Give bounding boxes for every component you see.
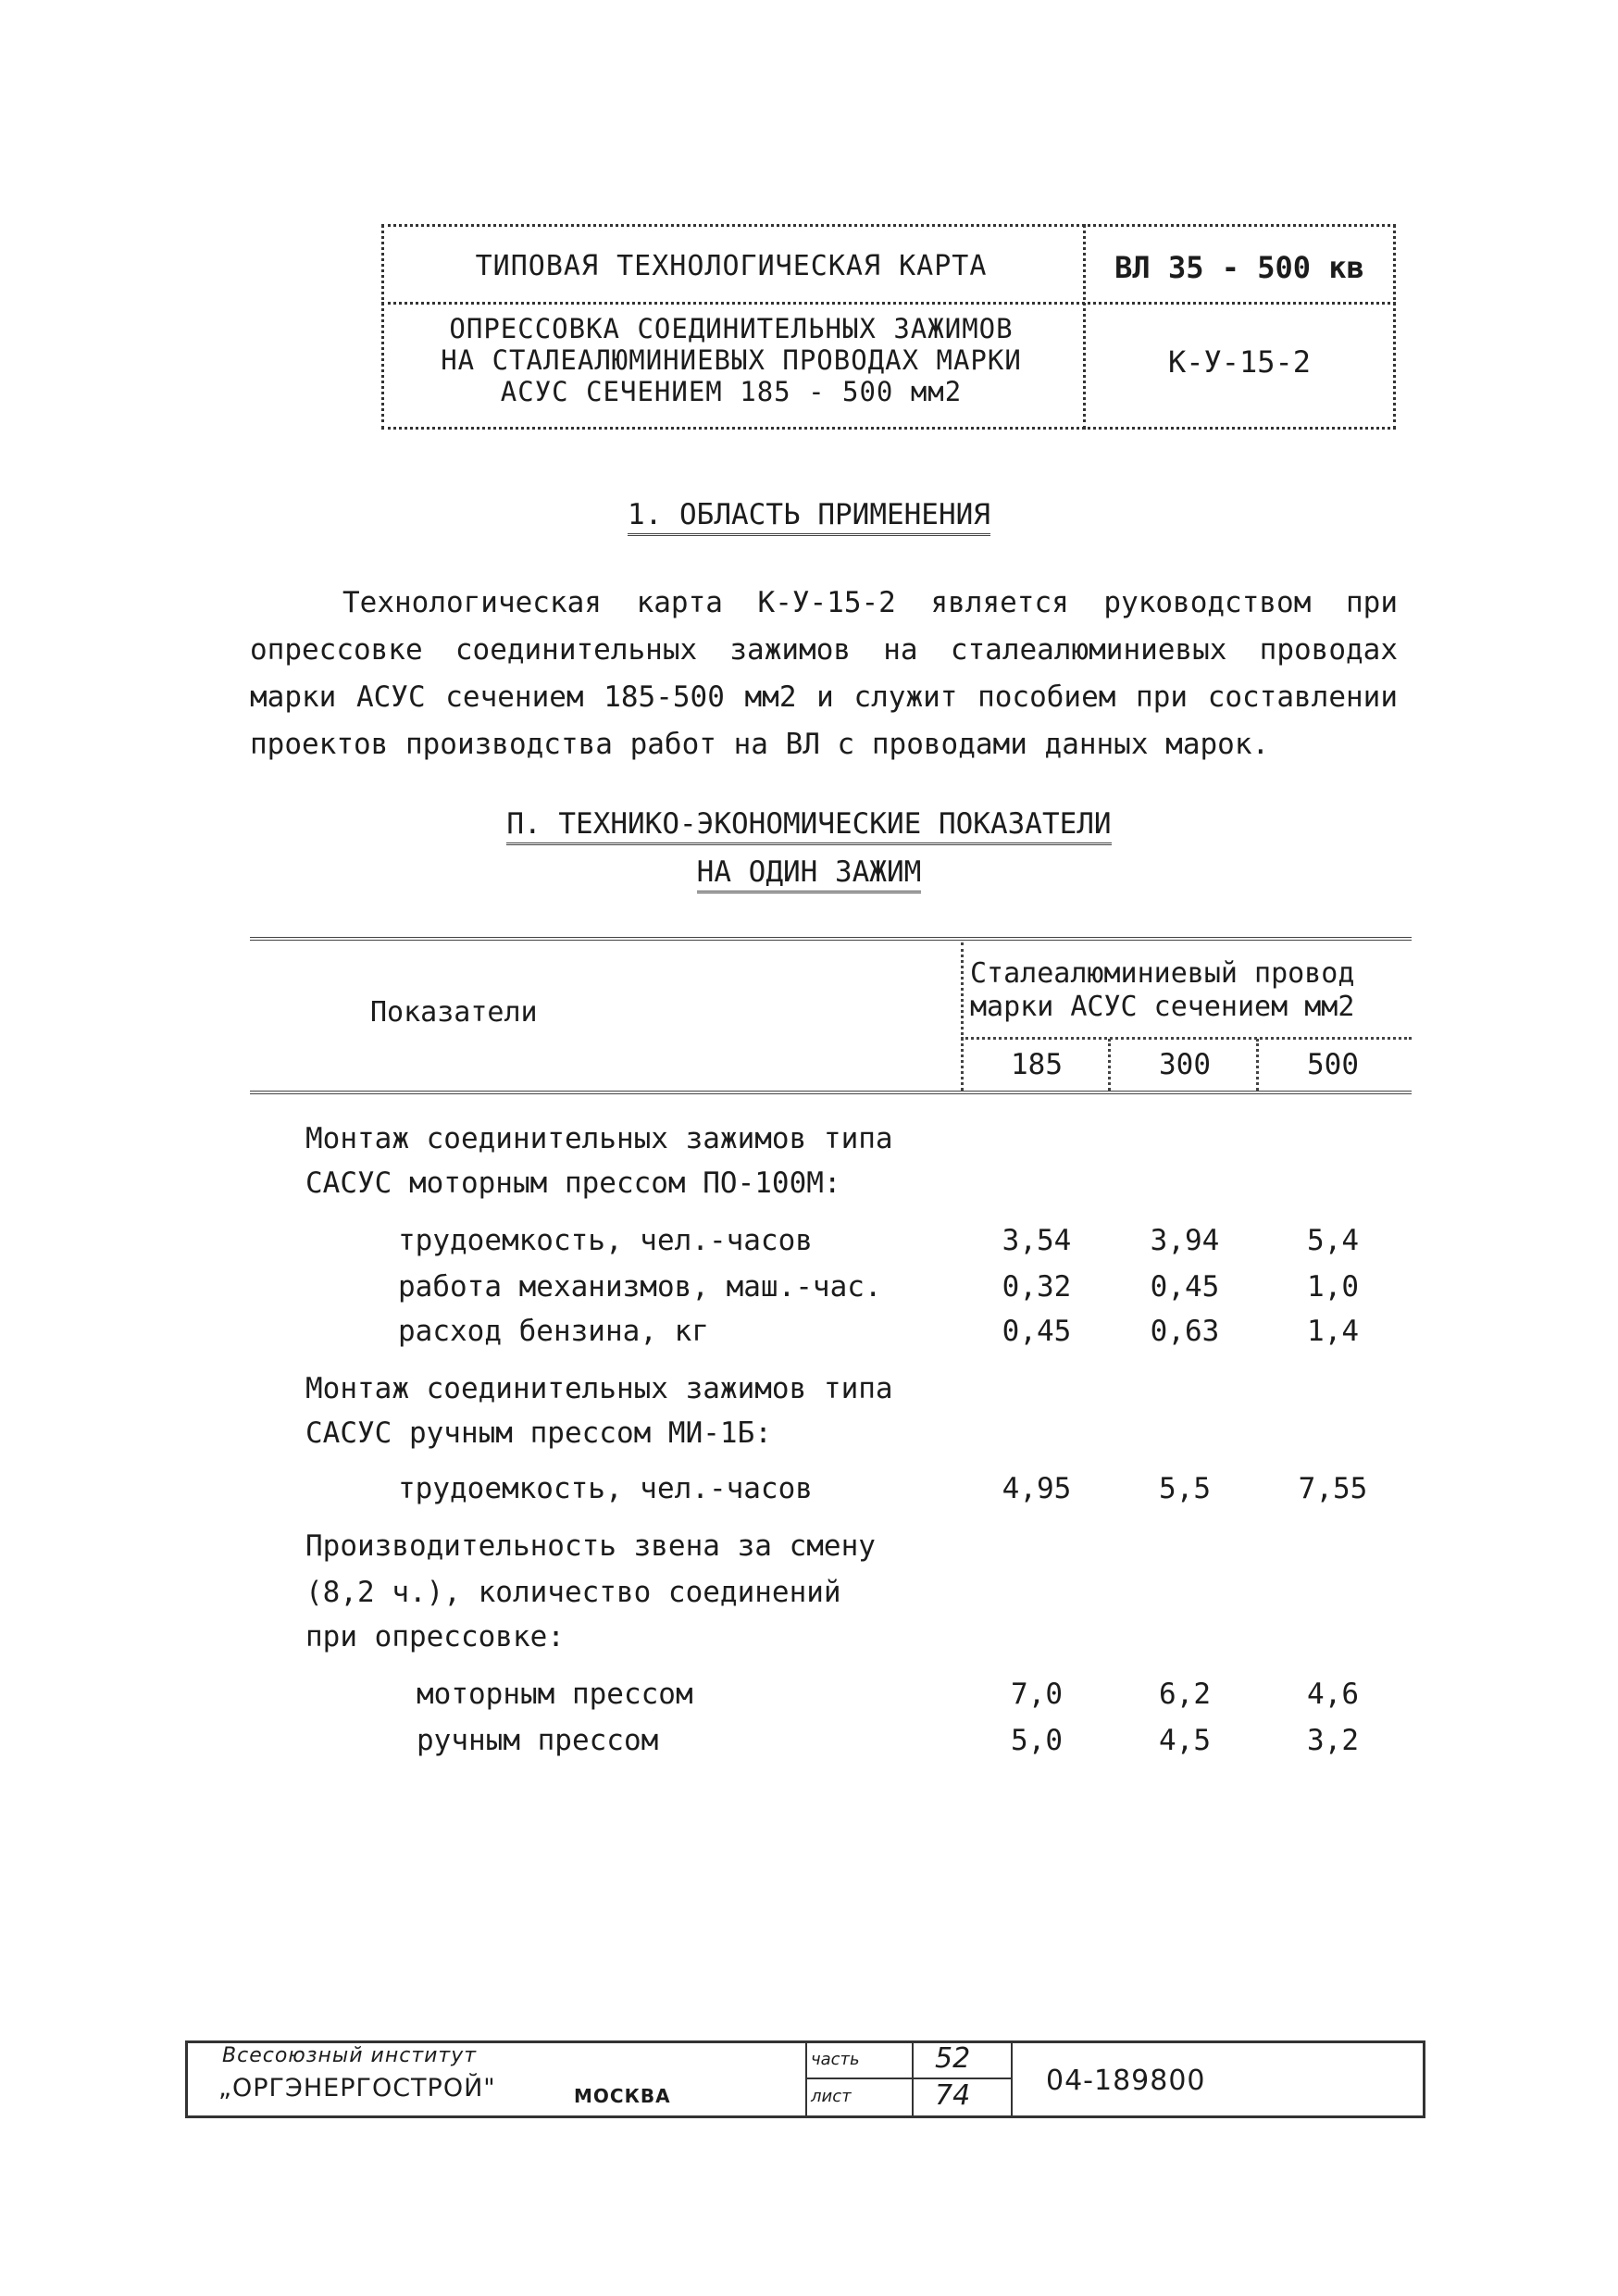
table-row-label: моторным прессом — [417, 1678, 693, 1711]
column-header-indicators: Показатели — [370, 996, 538, 1029]
section-1-paragraph — [250, 580, 1398, 768]
table-cell-value: 3,2 — [1307, 1724, 1359, 1757]
table-divider-col-2 — [1256, 1039, 1259, 1091]
table-cell-value: 0,45 — [1002, 1315, 1072, 1348]
footer-divider-1 — [805, 2040, 807, 2118]
footer-divider-3 — [1011, 2040, 1013, 2118]
footer-part-number: 52 — [935, 2042, 971, 2075]
section-1-text: Технологическая карта К-У-15-2 является руководством при опрессовке соединительных зажимов на сталеалюминиевых проводах марки АСУС сечением 185-500 мм2 и служит пособием при составлении проектов производства работ на ВЛ с проводами данных марок. — [250, 586, 1398, 761]
table-cell-value: 0,45 — [1150, 1270, 1220, 1304]
footer-document-number: 04-189800 — [1046, 2065, 1206, 2097]
table-cell-value: 1,0 — [1307, 1270, 1359, 1304]
table-row-label: Монтаж соединительных зажимов типа — [305, 1372, 893, 1405]
footer-org-line-1: Всесоюзный институт — [222, 2044, 478, 2067]
section-1-heading: 1. ОБЛАСТЬ ПРИМЕНЕНИЯ — [0, 498, 1618, 531]
table-cell-value: 0,32 — [1002, 1270, 1072, 1304]
table-row-label: трудоемкость, чел.-часов — [398, 1472, 813, 1505]
footer-divider-2 — [912, 2040, 914, 2118]
footer-city: МОСКВА — [574, 2085, 671, 2107]
table-row-label: Производительность звена за смену — [305, 1529, 876, 1563]
section-2-subheading: НА ОДИН ЗАЖИМ — [0, 855, 1618, 889]
table-cell-value: 5,0 — [1011, 1724, 1063, 1757]
table-row-label: ручным прессом — [417, 1724, 659, 1757]
table-cell-value: 5,5 — [1159, 1472, 1211, 1505]
footer-org-name: „ОРГЭНЕРГОСТРОЙ" — [218, 2074, 496, 2103]
table-cell-value: 3,94 — [1150, 1224, 1220, 1257]
table-top-rule — [250, 937, 1412, 941]
section-2-heading: П. ТЕХНИКО-ЭКОНОМИЧЕСКИЕ ПОКАЗАТЕЛИ — [0, 807, 1618, 841]
table-row-label: (8,2 ч.), количество соединений — [305, 1576, 841, 1609]
document-type-title: ТИПОВАЯ ТЕХНОЛОГИЧЕСКАЯ КАРТА — [475, 250, 988, 282]
voltage-range: ВЛ 35 - 500 кв — [1114, 250, 1364, 285]
footer-divider-horizontal — [805, 2078, 1011, 2079]
column-header-300: 300 — [1159, 1048, 1211, 1081]
table-row-label: САСУС ручным прессом МИ-1Б: — [305, 1416, 772, 1450]
table-row-label: расход бензина, кг — [398, 1315, 709, 1348]
column-header-500: 500 — [1307, 1048, 1359, 1081]
table-cell-value: 4,5 — [1159, 1724, 1211, 1757]
table-cell-value: 6,2 — [1159, 1678, 1211, 1711]
table-row-label: при опрессовке: — [305, 1620, 565, 1653]
header-divider-horizontal — [381, 302, 1396, 305]
table-divider-indicators — [961, 942, 964, 1091]
table-cell-value: 1,4 — [1307, 1315, 1359, 1348]
table-cell-value: 0,63 — [1150, 1315, 1220, 1348]
table-cell-value: 7,0 — [1011, 1678, 1063, 1711]
table-row-label: Монтаж соединительных зажимов типа — [305, 1122, 893, 1155]
header-divider-vertical — [1083, 224, 1086, 430]
footer-sheet-label: лист — [811, 2087, 852, 2106]
table-cell-value: 4,6 — [1307, 1678, 1359, 1711]
footer-part-label: часть — [811, 2050, 860, 2069]
table-subheader-rule — [961, 1037, 1412, 1040]
table-cell-value: 3,54 — [1002, 1224, 1072, 1257]
map-code: К-У-15-2 — [1167, 344, 1312, 380]
table-cell-value: 5,4 — [1307, 1224, 1359, 1257]
table-cell-value: 4,95 — [1002, 1472, 1072, 1505]
footer-sheet-number: 74 — [935, 2079, 971, 2112]
table-row-label: САСУС моторным прессом ПО-100М: — [305, 1167, 841, 1200]
table-row-label: работа механизмов, маш.-час. — [398, 1270, 882, 1304]
table-header-bottom-rule — [250, 1091, 1412, 1094]
table-cell-value: 7,55 — [1298, 1472, 1368, 1505]
column-header-185: 185 — [1011, 1048, 1063, 1081]
document-subject: ОПРЕССОВКА СОЕДИНИТЕЛЬНЫХ ЗАЖИМОВ НА СТАЛЕАЛЮМИНИЕВЫХ ПРОВОДАХ МАРКИ АСУС СЕЧЕНИЕМ 185 - 500 мм2 — [441, 313, 1022, 407]
table-row-label: трудоемкость, чел.-часов — [398, 1224, 813, 1257]
table-divider-col-1 — [1108, 1039, 1111, 1091]
column-header-wire-group: Сталеалюминиевый провод марки АСУС сечением мм2 — [970, 957, 1355, 1023]
